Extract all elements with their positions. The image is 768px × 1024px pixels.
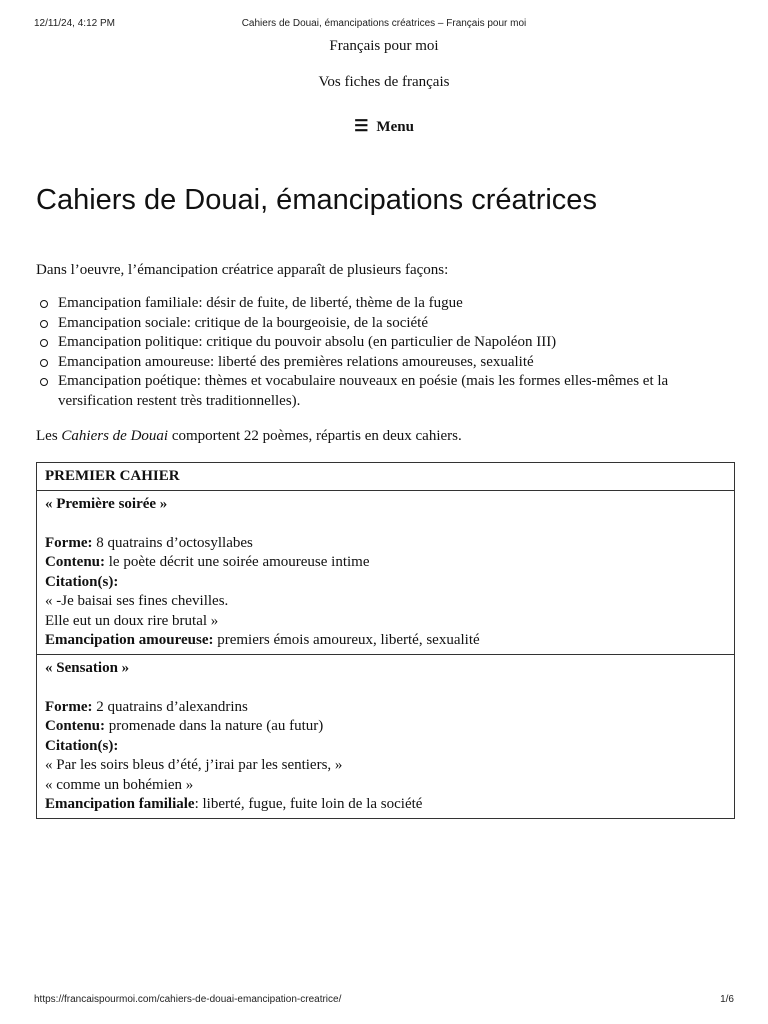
menu-label: Menu <box>376 119 414 135</box>
print-footer <box>34 994 734 1008</box>
list-item: Emancipation familiale: désir de fuite, de liberté, thème de la fugue <box>36 294 736 314</box>
page-number: 1/6 <box>720 994 734 1005</box>
table-row <box>37 654 735 818</box>
page-title: Cahiers de Douai, émancipations créatrices <box>36 184 597 216</box>
list-item: Emancipation sociale: critique de la bourgeoisie, de la société <box>36 314 736 334</box>
site-title-link[interactable]: Français pour moi <box>329 38 439 54</box>
print-header <box>34 18 734 32</box>
table-header-cell: PREMIER CAHIER <box>37 463 735 491</box>
list-item: Emancipation poétique: thèmes et vocabulaire nouveaux en poésie (mais les formes elles-mêmes et la versification restent très traditionnelles). <box>36 372 736 411</box>
summary-paragraph: Les Cahiers de Douai comportent 22 poèmes, répartis en deux cahiers. <box>36 428 462 444</box>
circle-bullet-icon <box>40 378 48 386</box>
table-header-row <box>37 463 735 491</box>
emancipation-list <box>36 294 736 411</box>
page-url: https://francaispourmoi.com/cahiers-de-douai-emancipation-creatrice/ <box>34 994 342 1005</box>
poem-title: « Première soirée » <box>45 495 168 512</box>
table-cell: « Sensation » Forme: 2 quatrains d’alexandrins Contenu: promenade dans la nature (au futur) Citation(s): « Par les soirs bleus d’été, j’irai par les sentiers, » « comme un bohémien » Emancipation familiale: liberté, fugue, fuite loin de la société <box>37 654 735 818</box>
hamburger-icon: ☰ <box>354 118 369 135</box>
circle-bullet-icon <box>40 320 48 328</box>
print-date: 12/11/24, 4:12 PM <box>34 18 115 29</box>
table-row <box>37 490 735 654</box>
circle-bullet-icon <box>40 339 48 347</box>
print-doc-title: Cahiers de Douai, émancipations créatrices – Français pour moi <box>241 18 527 29</box>
citation-line: « comme un bohémien » <box>45 776 194 793</box>
list-item: Emancipation politique: critique du pouvoir absolu (en particulier de Napoléon III) <box>36 333 736 353</box>
intro-paragraph: Dans l’oeuvre, l’émancipation créatrice apparaît de plusieurs façons: <box>36 262 449 278</box>
citation-line: « -Je baisai ses fines chevilles. <box>45 593 229 609</box>
circle-bullet-icon <box>40 300 48 308</box>
poem-title: « Sensation » <box>45 659 130 676</box>
citation-line: « Par les soirs bleus d’été, j’irai par les sentiers, » <box>45 757 343 773</box>
menu-button[interactable] <box>0 116 768 136</box>
citation-line: Elle eut un doux rire brutal » <box>45 612 219 629</box>
poem-table <box>36 462 735 819</box>
list-item: Emancipation amoureuse: liberté des premières relations amoureuses, sexualité <box>36 353 736 373</box>
table-cell: « Première soirée » Forme: 8 quatrains d’octosyllabes Contenu: le poète décrit une soirée amoureuse intime Citation(s): « -Je baisai ses fines chevilles. Elle eut un doux rire brutal » Emancipation amoureuse: premiers émois amoureux, liberté, sexualité <box>37 490 735 654</box>
circle-bullet-icon <box>40 359 48 367</box>
site-tagline: Vos fiches de français <box>318 74 450 90</box>
book-title-italic: Cahiers de Douai <box>61 428 169 444</box>
